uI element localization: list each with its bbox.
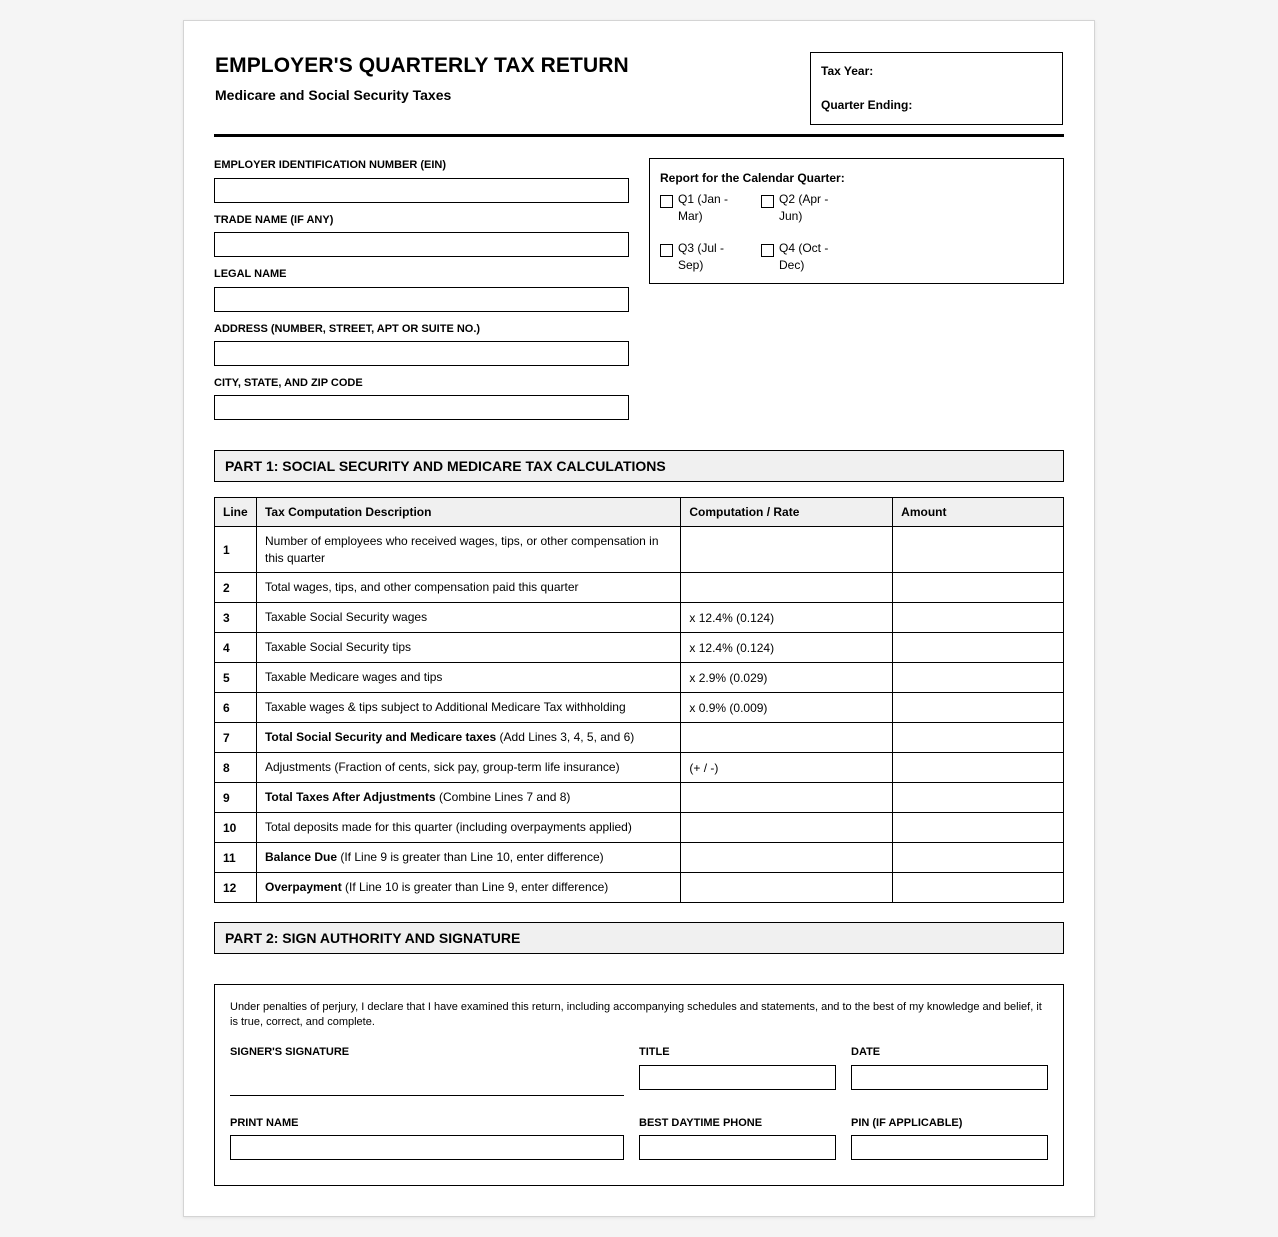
date-field[interactable] [851,1065,1048,1090]
part1-header [214,450,1064,482]
amount-field[interactable] [893,723,1064,753]
amount-field[interactable] [893,527,1064,573]
line-description [256,873,680,903]
line-description-bold: Balance Due [264,850,338,864]
line-description [256,723,680,753]
col-header-amount: Amount [893,498,1064,527]
q2-checkbox[interactable] [761,195,774,208]
table-row [215,723,1064,753]
table-row [215,603,1064,633]
line-number: 2 [215,573,257,603]
q4-label: Q4 (Oct - Dec) [779,241,829,272]
part2-header [214,922,1064,954]
line-description-text: Taxable wages & tips subject to Additional Medicare Tax withholding [264,700,626,714]
date-label: DATE [851,1046,881,1058]
table-row [215,783,1064,813]
line-description-bold: Overpayment [264,880,342,894]
line-description [256,527,680,573]
computation-rate: x 0.9% (0.009) [681,693,893,723]
line-number: 4 [215,633,257,663]
line-description-text: Taxable Medicare wages and tips [264,670,443,684]
form-subtitle: Medicare and Social Security Taxes [215,87,452,103]
print-name-label: PRINT NAME [230,1117,299,1129]
table-row [215,693,1064,723]
line-description-text: (If Line 9 is greater than Line 10, enter difference) [337,850,604,864]
table-row [215,813,1064,843]
calendar-quarter-title: Report for the Calendar Quarter: [660,171,845,185]
table-row [215,873,1064,903]
calendar-quarter-box [649,158,1064,284]
line-description-bold: Total Taxes After Adjustments [264,790,436,804]
address-label: ADDRESS (NUMBER, STREET, APT OR SUITE NO.) [214,323,481,335]
signature-line[interactable] [230,1095,624,1096]
trade-name-field[interactable] [214,232,629,257]
col-header-line: Line [215,498,257,527]
trade-name-label: TRADE NAME (IF ANY) [214,214,334,226]
line-description [256,843,680,873]
table-header-row [215,498,1064,527]
line-description [256,633,680,663]
tax-calculation-table [214,497,1064,903]
line-description-text: (Combine Lines 7 and 8) [435,790,571,804]
q2-label: Q2 (Apr - Jun) [779,192,829,223]
col-header-description: Tax Computation Description [256,498,680,527]
line-number: 1 [215,527,257,573]
signature-label: SIGNER'S SIGNATURE [230,1046,350,1058]
line-description [256,693,680,723]
line-description [256,753,680,783]
q3-label: Q3 (Jul - Sep) [678,241,725,272]
amount-field[interactable] [893,753,1064,783]
amount-field[interactable] [893,693,1064,723]
computation-rate [681,527,893,573]
computation-rate: x 12.4% (0.124) [681,603,893,633]
tax-year-label: Tax Year: [821,64,874,78]
line-number: 11 [215,843,257,873]
amount-field[interactable] [893,573,1064,603]
line-description-text: Taxable Social Security tips [264,640,412,654]
ein-field[interactable] [214,178,629,203]
table-row [215,573,1064,603]
quarter-ending-label: Quarter Ending: [821,98,913,112]
line-description [256,573,680,603]
line-description-text: Taxable Social Security wages [264,610,428,624]
amount-field[interactable] [893,813,1064,843]
tax-form-page [183,20,1095,1217]
computation-rate [681,723,893,753]
header-divider [214,134,1064,137]
amount-field[interactable] [893,873,1064,903]
title-label: TITLE [639,1046,670,1058]
phone-label: BEST DAYTIME PHONE [639,1117,763,1129]
tax-year-box [810,52,1063,125]
line-number: 6 [215,693,257,723]
table-row [215,663,1064,693]
line-description-text: (Add Lines 3, 4, 5, and 6) [496,730,635,744]
line-number: 5 [215,663,257,693]
line-description [256,813,680,843]
perjury-declaration: Under penalties of perjury, I declare that I have examined this return, including accompanying schedules and statements, and to the best of my knowledge and belief, it is true, correct, and complete. [230,1001,1042,1028]
part1-title: PART 1: SOCIAL SECURITY AND MEDICARE TAX CALCULATIONS [225,458,666,474]
title-field[interactable] [639,1065,836,1090]
city-state-zip-field[interactable] [214,395,629,420]
q1-label: Q1 (Jan - Mar) [678,192,729,223]
table-row [215,633,1064,663]
part2-title: PART 2: SIGN AUTHORITY AND SIGNATURE [225,930,521,946]
computation-rate: x 2.9% (0.029) [681,663,893,693]
computation-rate [681,783,893,813]
pin-field[interactable] [851,1135,1048,1160]
computation-rate [681,873,893,903]
computation-rate [681,573,893,603]
line-description-text: Number of employees who received wages, tips, or other compensation in this quarter [264,533,659,565]
line-number: 10 [215,813,257,843]
table-row [215,753,1064,783]
q3-checkbox[interactable] [660,244,673,257]
city-state-zip-label: CITY, STATE, AND ZIP CODE [214,377,363,389]
form-title: EMPLOYER'S QUARTERLY TAX RETURN [215,54,629,77]
line-number: 9 [215,783,257,813]
amount-field[interactable] [893,783,1064,813]
line-description [256,663,680,693]
ein-label: EMPLOYER IDENTIFICATION NUMBER (EIN) [214,159,447,171]
phone-field[interactable] [639,1135,836,1160]
table-row [215,527,1064,573]
signature-box [214,984,1064,1186]
computation-rate [681,813,893,843]
amount-field[interactable] [893,663,1064,693]
line-description-text: Total deposits made for this quarter (including overpayments applied) [264,820,632,834]
line-number: 12 [215,873,257,903]
line-description-text: Total wages, tips, and other compensation paid this quarter [264,580,579,594]
computation-rate: (+ / -) [681,753,893,783]
amount-field[interactable] [893,603,1064,633]
line-number: 7 [215,723,257,753]
line-description-text: Adjustments (Fraction of cents, sick pay, group-term life insurance) [264,760,620,774]
col-header-rate: Computation / Rate [681,498,893,527]
line-description [256,783,680,813]
q4-checkbox[interactable] [761,244,774,257]
pin-label: PIN (IF APPLICABLE) [851,1117,963,1129]
q1-checkbox[interactable] [660,195,673,208]
line-description [256,603,680,633]
computation-rate [681,843,893,873]
print-name-field[interactable] [230,1135,624,1160]
line-number: 3 [215,603,257,633]
address-field[interactable] [214,341,629,366]
line-description-bold: Total Social Security and Medicare taxes [264,730,497,744]
legal-name-label: LEGAL NAME [214,268,287,280]
table-row [215,843,1064,873]
amount-field[interactable] [893,633,1064,663]
line-number: 8 [215,753,257,783]
amount-field[interactable] [893,843,1064,873]
computation-rate: x 12.4% (0.124) [681,633,893,663]
legal-name-field[interactable] [214,287,629,312]
line-description-text: (If Line 10 is greater than Line 9, enter difference) [341,880,609,894]
